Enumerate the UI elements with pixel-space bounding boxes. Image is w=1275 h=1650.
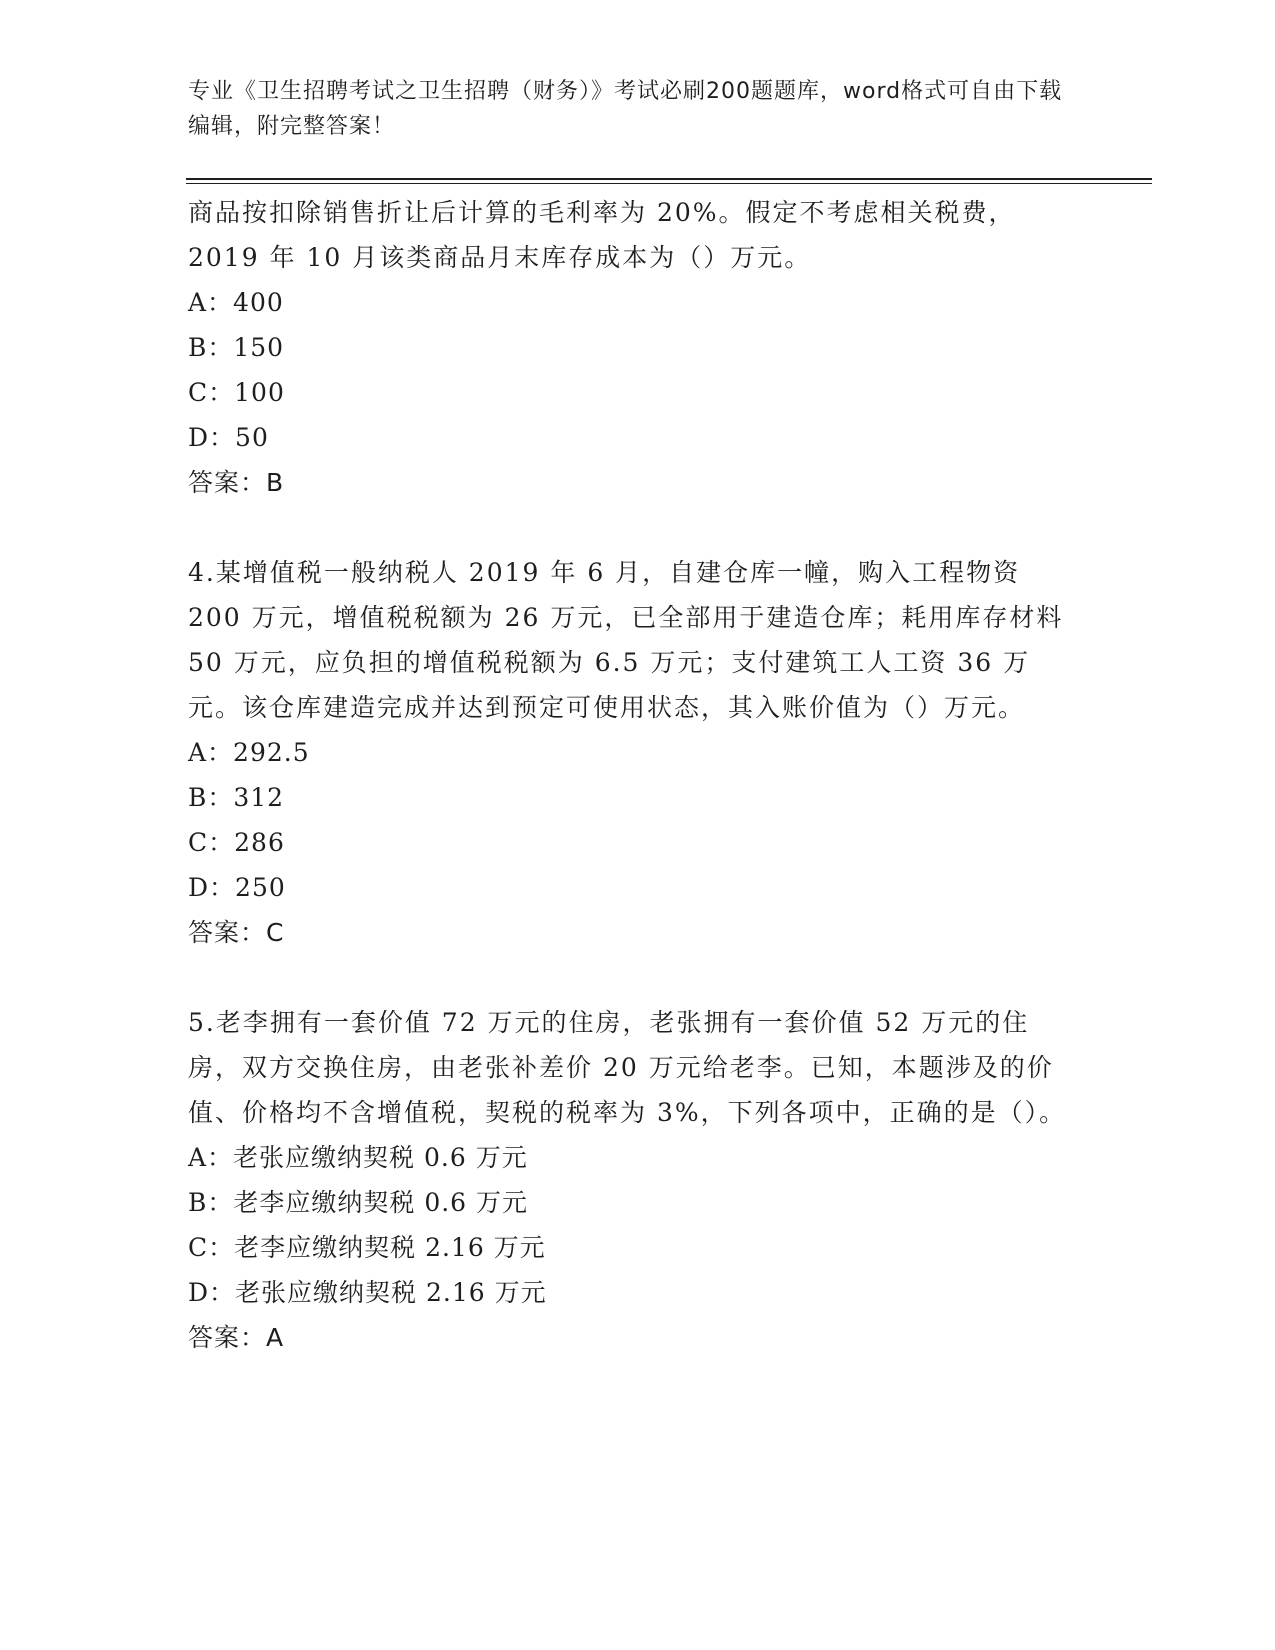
- question-5-option-c: C：老李应缴纳契税 2.16 万元: [188, 1233, 546, 1262]
- question-5: [188, 1000, 1078, 1360]
- question-3-answer: 答案：B: [188, 468, 285, 497]
- header-divider-thick: [186, 178, 1152, 180]
- question-3-text: 商品按扣除销售折让后计算的毛利率为 20%。假定不考虑相关税费，2019 年 10 月该类商品月末库存成本为（）万元。: [188, 198, 1016, 272]
- question-3-option-c: C：100: [188, 378, 285, 407]
- question-4-option-d: D：250: [188, 873, 286, 902]
- question-4-option-c: C：286: [188, 828, 285, 857]
- question-3-option-a: A：400: [188, 288, 284, 317]
- question-3-option-d: D：50: [188, 423, 269, 452]
- spacer: [188, 505, 1078, 550]
- header-divider-thin: [186, 183, 1152, 184]
- spacer: [188, 955, 1078, 1000]
- question-4-option-a: A：292.5: [188, 738, 310, 767]
- question-4-option-b: B：312: [188, 783, 285, 812]
- question-5-answer: 答案：A: [188, 1323, 285, 1352]
- question-content: [188, 190, 1078, 1360]
- question-4: [188, 550, 1078, 955]
- question-5-option-b: B：老李应缴纳契税 0.6 万元: [188, 1188, 529, 1217]
- question-3-option-b: B：150: [188, 333, 285, 362]
- question-5-text: 5.老李拥有一套价值 72 万元的住房，老张拥有一套价值 52 万元的住房，双方交换住房，由老张补差价 20 万元给老李。已知，本题涉及的价值、价格均不含增值税，契税的税率为 3%，下列各项中，正确的是（）。: [188, 1008, 1067, 1127]
- question-4-answer: 答案：C: [188, 918, 285, 947]
- document-header: 专业《卫生招聘考试之卫生招聘（财务）》考试必刷200题题库，word格式可自由下载编辑，附完整答案！: [188, 79, 1063, 139]
- question-4-text: 4.某增值税一般纳税人 2019 年 6 月，自建仓库一幢，购入工程物资 200 万元，增值税税额为 26 万元，已全部用于建造仓库；耗用库存材料 50 万元，应负担的增值税税额为 6.5 万元；支付建筑工人工资 36 万元。该仓库建造完成并达到预定可使用状态，其入账价值为（）万元。: [188, 558, 1064, 722]
- question-5-option-a: A：老张应缴纳契税 0.6 万元: [188, 1143, 528, 1172]
- question-3: [188, 190, 1078, 505]
- question-5-option-d: D：老张应缴纳契税 2.16 万元: [188, 1278, 547, 1307]
